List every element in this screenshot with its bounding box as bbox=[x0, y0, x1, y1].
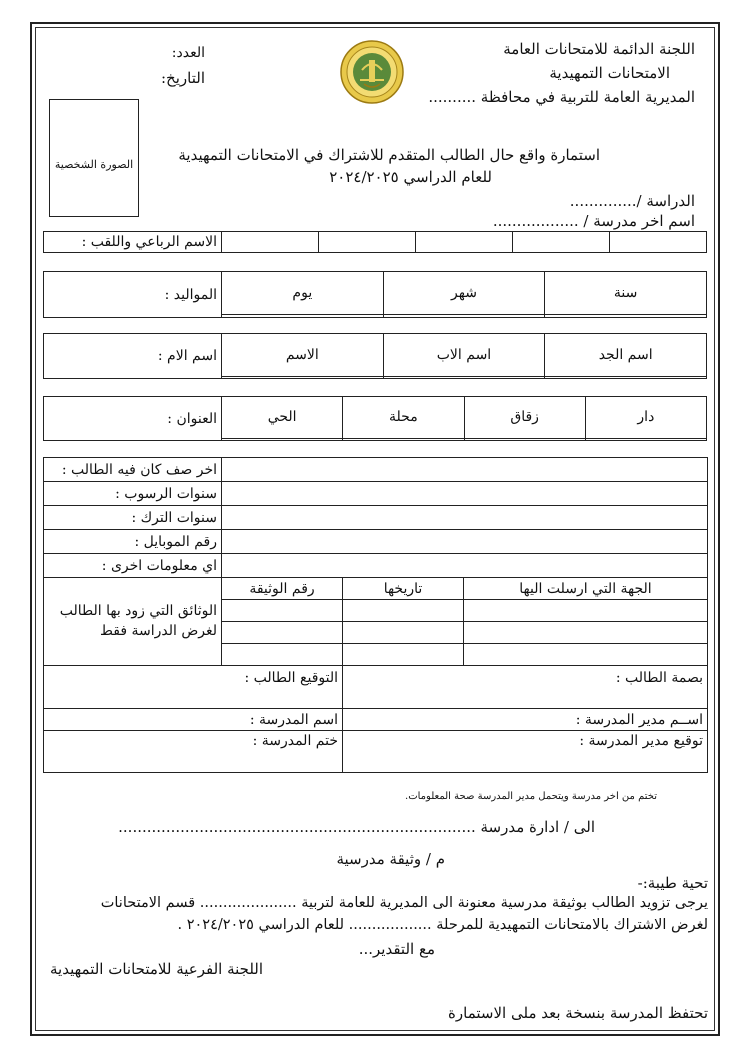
header-number: العدد: bbox=[171, 45, 205, 61]
birth-year-field[interactable] bbox=[545, 315, 707, 318]
address-house-field[interactable] bbox=[585, 438, 706, 440]
letter-subject: م / وثيقة مدرسية bbox=[336, 850, 445, 868]
full-name-label: الاسم الرباعي واللقب : bbox=[44, 232, 222, 253]
footer-note: تحتفظ المدرسة بنسخة بعد ملى الاستمارة bbox=[448, 1004, 708, 1022]
mother-label: اسم الام : bbox=[44, 334, 222, 379]
info-mobile-field[interactable] bbox=[222, 530, 708, 554]
principal-signature-cell[interactable]: توقيع مدير المدرسة : bbox=[343, 731, 708, 773]
letter-body-1: يرجى تزويد الطالب بوثيقة مدرسية معنونة الى المديرية للعامة لتربية ..................... قسم الامتحانات bbox=[100, 895, 708, 911]
stamp-note: تختم من اخر مدرسة ويتحمل مدير المدرسة صحة المعلومات. bbox=[405, 791, 657, 802]
form-year: للعام الدراسي ٢٠٢٤/٢٠٢٥ bbox=[329, 168, 492, 186]
documents-label: الوثائق التي زود بها الطالب لغرض الدراسة فقط bbox=[44, 578, 222, 666]
header-date: التاريخ: bbox=[161, 69, 205, 87]
documents-col-number: رقم الوثيقة bbox=[222, 578, 343, 600]
ministry-emblem-icon bbox=[340, 40, 404, 104]
full-name-table bbox=[43, 231, 707, 253]
mother-col-father: اسم الاب bbox=[383, 334, 545, 377]
info-last-grade-label: اخر صف كان فيه الطالب : bbox=[44, 458, 222, 482]
document-date-field[interactable] bbox=[343, 644, 464, 666]
principal-name-cell[interactable]: اســم مدير المدرسة : bbox=[343, 709, 708, 731]
birth-col-year: سنة bbox=[545, 272, 707, 315]
info-failed-years-label: سنوات الرسوب : bbox=[44, 482, 222, 506]
student-info-table bbox=[43, 457, 708, 773]
header-committee: اللجنة الدائمة للامتحانات العامة bbox=[503, 40, 695, 58]
mother-table bbox=[43, 333, 707, 379]
birth-col-month: شهر bbox=[383, 272, 545, 315]
name-part-1[interactable] bbox=[222, 232, 319, 253]
address-col-house: دار bbox=[585, 397, 706, 439]
document-number-field[interactable] bbox=[222, 644, 343, 666]
header-exams: الامتحانات التمهيدية bbox=[549, 64, 670, 82]
letter-to: الى / ادارة مدرسة ........................................................................... bbox=[118, 818, 595, 836]
birth-label: المواليد : bbox=[44, 272, 222, 318]
student-fingerprint-cell[interactable]: بصمة الطالب : bbox=[343, 666, 708, 709]
address-col-alley: زقاق bbox=[464, 397, 585, 439]
study-label: الدراسة /.............. bbox=[569, 192, 695, 210]
document-recipient-field[interactable] bbox=[464, 622, 708, 644]
letter-greeting: تحية طيبة:- bbox=[637, 874, 708, 892]
info-failed-years-field[interactable] bbox=[222, 482, 708, 506]
last-school-label: اسم اخر مدرسة / .................. bbox=[492, 212, 695, 230]
document-date-field[interactable] bbox=[343, 622, 464, 644]
birth-day-field[interactable] bbox=[222, 315, 384, 318]
name-part-3[interactable] bbox=[416, 232, 513, 253]
header-directorate: المديرية العامة للتربية في محافظة .......... bbox=[428, 88, 695, 106]
document-number-field[interactable] bbox=[222, 622, 343, 644]
birth-table bbox=[43, 271, 707, 318]
address-alley-field[interactable] bbox=[464, 438, 585, 440]
info-dropout-years-label: سنوات الترك : bbox=[44, 506, 222, 530]
school-name-cell[interactable]: اسم المدرسة : bbox=[44, 709, 343, 731]
birth-month-field[interactable] bbox=[383, 315, 545, 318]
address-col-district: الحي bbox=[222, 397, 343, 439]
info-other-label: اي معلومات اخرى : bbox=[44, 554, 222, 578]
info-dropout-years-field[interactable] bbox=[222, 506, 708, 530]
letter-body-2: لغرض الاشتراك بالامتحانات التمهيدية للمرحلة .................. للعام الدراسي ٢٠٢٤/٢٠٢٥ . bbox=[177, 917, 708, 933]
name-part-5[interactable] bbox=[610, 232, 707, 253]
info-mobile-label: رقم الموبايل : bbox=[44, 530, 222, 554]
name-part-4[interactable] bbox=[513, 232, 610, 253]
document-recipient-field[interactable] bbox=[464, 600, 708, 622]
document-number-field[interactable] bbox=[222, 600, 343, 622]
info-other-field[interactable] bbox=[222, 554, 708, 578]
student-signature-cell[interactable]: التوقيع الطالب : bbox=[44, 666, 343, 709]
mother-father-field[interactable] bbox=[383, 376, 545, 379]
documents-col-date: تاريخها bbox=[343, 578, 464, 600]
address-table bbox=[43, 396, 707, 441]
personal-photo-box bbox=[49, 99, 139, 217]
photo-label: الصورة الشخصية bbox=[54, 158, 134, 171]
address-col-mahalla: محلة bbox=[343, 397, 464, 439]
school-stamp-cell[interactable]: ختم المدرسة : bbox=[44, 731, 343, 773]
address-label: العنوان : bbox=[44, 397, 222, 441]
mother-name-field[interactable] bbox=[222, 376, 384, 379]
document-date-field[interactable] bbox=[343, 600, 464, 622]
mother-grandfather-field[interactable] bbox=[545, 376, 707, 379]
birth-col-day: يوم bbox=[222, 272, 384, 315]
document-recipient-field[interactable] bbox=[464, 644, 708, 666]
form-title: استمارة واقع حال الطالب المتقدم للاشتراك في الامتحانات التمهيدية bbox=[178, 146, 600, 164]
letter-regards: مع التقدير... bbox=[358, 940, 435, 958]
address-mahalla-field[interactable] bbox=[343, 438, 464, 440]
letter-committee: اللجنة الفرعية للامتحانات التمهيدية bbox=[50, 960, 264, 978]
info-last-grade-field[interactable] bbox=[222, 458, 708, 482]
documents-col-recipient: الجهة التي ارسلت اليها bbox=[464, 578, 708, 600]
mother-col-name: الاسم bbox=[222, 334, 384, 377]
mother-col-grandfather: اسم الجد bbox=[545, 334, 707, 377]
address-district-field[interactable] bbox=[222, 438, 343, 440]
name-part-2[interactable] bbox=[319, 232, 416, 253]
